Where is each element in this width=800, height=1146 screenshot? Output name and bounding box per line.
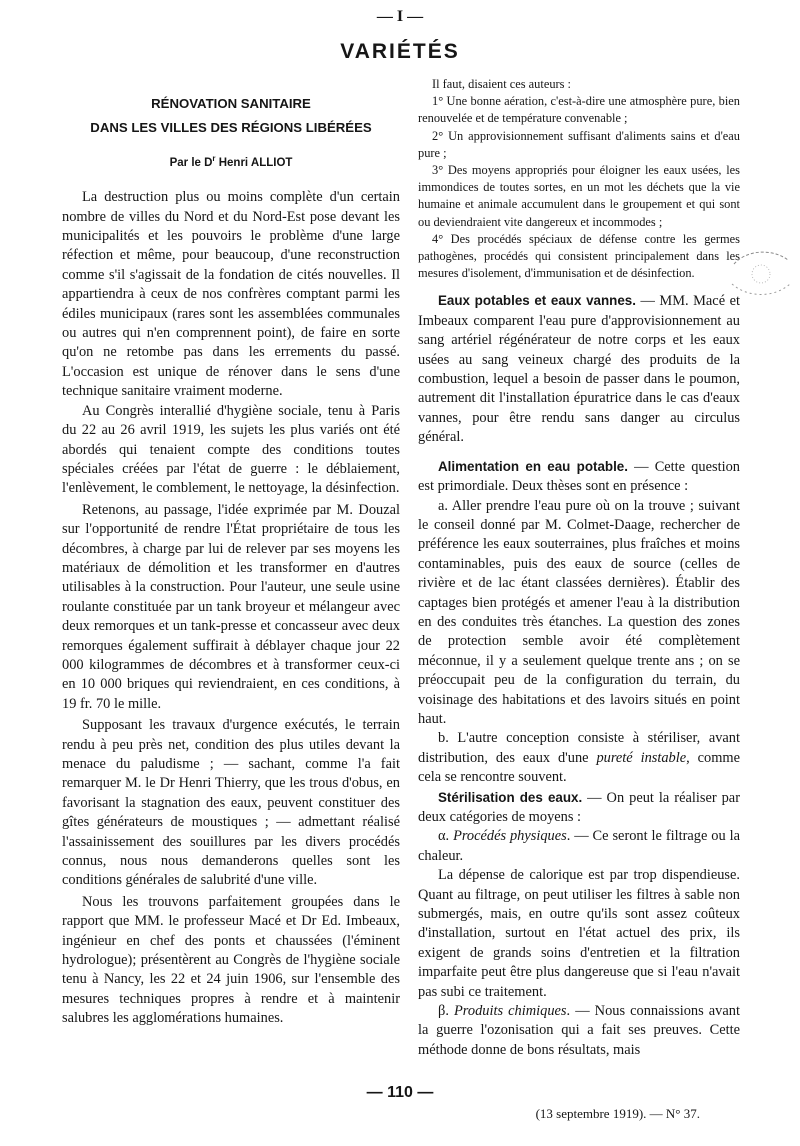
alpha-italic: Procédés physiques (453, 828, 567, 845)
requirements-list (418, 76, 740, 282)
eaux-text: — MM. Macé et Imbeaux comparent l'eau pure d'approvisionnement au sang artériel régénérateur de notre corps et les eaux usées au sang veineux chargé des produits de la combustion, lequel a besoin de passer dans le poumon, autrement dit l'installation épuratrice dans le cas d'eaux vannes, pour être rendu sans danger au circulus général. (418, 293, 740, 446)
article-byline (62, 149, 400, 173)
subheading-eaux-potables: Eaux potables et eaux vannes. (438, 293, 636, 309)
sterilisation-text: — On peut la réaliser par deux catégories de moyens : (418, 789, 740, 825)
alimentation-paragraph (418, 457, 740, 497)
thesis-b-text: b. L'autre conception consiste à stériliser, avant distribution, des eaux d'une (418, 730, 740, 766)
body-paragraph: Retenons, au passage, l'idée exprimée par M. Douzal sur l'opportunité de rendre l'État propriétaire de tous les décombres, à charge par lui de relever par ses moyens les matériaux de démolition et les transformer en d'autres utilisables à la construction. Pour l'auteur, une seule usine roulante constituée par un tank broyeur et mélangeur avec deux remorques et un tank-presse et concasseur avec deux remorques également suffirait à déblayer chaque jour 22 000 kilogrammes de décombres et à transformer ceux-ci en 10 000 briques qui reviendraient, en ces conditions, à 19 fr. 70 le mille. (62, 501, 400, 712)
beta-label: β. (438, 1003, 455, 1020)
byline-prefix: Par le D (169, 156, 213, 169)
body-paragraph: Nous les trouvons parfaitement groupées dans le rapport que MM. le professeur Macé et Dr Ed. Imbeaux, ingénieur en chef des ponts et chaussées (l'éminent hydrologue); présentèrent au Congrès de l'hygiène sociale tenu à Nancy, les 22 et 24 juin 1906, sur l'ensemble des mesures techniques propres à rendre et à maintenir salubres les agglomérations humaines. (62, 893, 400, 1027)
beta-italic: Produits chimiques (454, 1003, 567, 1020)
alimentation-thesis-b (418, 729, 740, 787)
alpha-text: . — Ce seront le filtrage ou la chaleur. (418, 828, 740, 864)
page-roman-numeral: — I — (376, 8, 424, 25)
right-column (418, 76, 740, 1060)
thesis-b-end: , comme cela se rencontre souvent. (418, 749, 741, 786)
alpha-item (418, 827, 740, 866)
subheading-alimentation: Alimentation en eau potable. (438, 458, 628, 474)
eaux-paragraph (418, 291, 740, 447)
page-number: — 110 — (366, 1084, 434, 1101)
alimentation-text: — Cette question est primordiale. Deux thèses sont en présence : (418, 458, 740, 495)
issue-info: (13 septembre 1919). — N° 37. (535, 1106, 700, 1121)
list-item: 3° Des moyens appropriés pour éloigner les eaux usées, les immondices de toutes sortes, en un mot les déchets que la vie humaine et animale accumulent dans le groupement et qui sont ou deviendraient vite dangereux et incommodes ; (418, 163, 740, 229)
beta-text: . — Nous connaissions avant la guerre l'ozonisation qui a fait ses preuves. Cette méthode donne de bons résultats, mais (418, 1003, 740, 1058)
section-title: VARIÉTÉS (340, 40, 460, 63)
body-paragraph: Supposant les travaux d'urgence exécutés, le terrain rendu à peu près net, condition des plus utiles devant la menace du paludisme ; — sachant, comme l'a fait remarquer M. le Dr Henri Thierry, que les trous d'obus, en favorisant la stagnation des eaux, peuvent constituer des gîtes générateurs de moustiques ; — admettant réalisé l'assainissement des souillures par les divers procédés connus, nous nous demanderons quelles sont les conditions générales de salubrité d'une ville. (62, 717, 400, 889)
byline-author: Henri ALLIOT (215, 156, 293, 169)
byline-superscript: r (212, 154, 216, 163)
alpha-label: α. (438, 828, 454, 845)
left-column (62, 92, 400, 1029)
body-paragraph: Au Congrès interallié d'hygiène sociale, tenu à Paris du 22 au 26 avril 1919, les sujets les plus variés ont été abordés qui tenaient compte des conditions toutes spéciales créées par l'état de guerre : le déblaiement, l'enlèvement, le comblement, le nettoyage, la désinfection. (62, 402, 400, 497)
article-title-line-1: RÉNOVATION SANITAIRE (151, 96, 311, 111)
list-item: 1° Une bonne aération, c'est-à-dire une atmosphère pure, bien renouvelée et de température convenable ; (418, 94, 740, 126)
subheading-sterilisation: Stérilisation des eaux. (438, 789, 583, 805)
sterilisation-paragraph (418, 788, 740, 828)
list-item: 4° Des procédés spéciaux de défense contre les germes pathogènes, procédés qui consistent principalement dans les mesures d'isolement, d'immunisation et de désinfection. (418, 231, 740, 281)
body-paragraph: La dépense de calorique est par trop dispendieuse. Quant au filtrage, on peut utiliser les filtres à sable non submergés, mais, en outre qu'ils sont assez coûteux d'installation, surtout en l'état actuel des prix, ils exigent de grands soins d'entretien et la filtration imparfaite peut être plus dangereuse que si l'eau n'avait pas subi ce traitement. (418, 867, 740, 1000)
list-item: 2° Un approvisionnement suffisant d'aliments sains et d'eau pure ; (418, 128, 740, 160)
alimentation-thesis-a: a. Aller prendre l'eau pure où on la trouve ; suivant le conseil donné par M. Colmet-Daage, rechercher de préférence les eaux souterraines, plus fraîches et moins contaminables, puis des eaux de source (celles de rivière et de lac étant classées dernières). Établir des captages bien protégés et amener l'eau à la distribution en des conduites très étanches. La question des zones de protection semble avoir été complètement méconnue, il y a seulement quelque trente ans ; on se préoccupait peu de la configuration du terrain, du voisinage des habitations et des lavoirs situés en point haut. (418, 497, 740, 727)
beta-item (418, 1002, 740, 1060)
list-intro: Il faut, disaient ces auteurs : (432, 77, 572, 91)
body-paragraph: La destruction plus ou moins complète d'un certain nombre de villes du Nord et du Nord-Est pose devant les municipalités et les pouvoirs le problème d'une large réfection et même, pour beaucoup, d'une reconstruction comme s'il s'agissait de la fondation de cités nouvelles. Il appartiendra à ceux de nos confrères comptant parmi les édiles municipaux (rares sont les assemblées communales ou autres qui n'en comprennent point), de faire en sorte qu'on ne retombe pas dans les errements du passé. L'occasion est unique de rénover dans le sens d'une technique sanitaire vraiment moderne. (62, 189, 400, 400)
thesis-b-italic: pureté instable (596, 749, 687, 766)
stamp-mark (728, 244, 794, 302)
article-title-line-2: DANS LES VILLES DES RÉGIONS LIBÉRÉES (90, 120, 372, 135)
